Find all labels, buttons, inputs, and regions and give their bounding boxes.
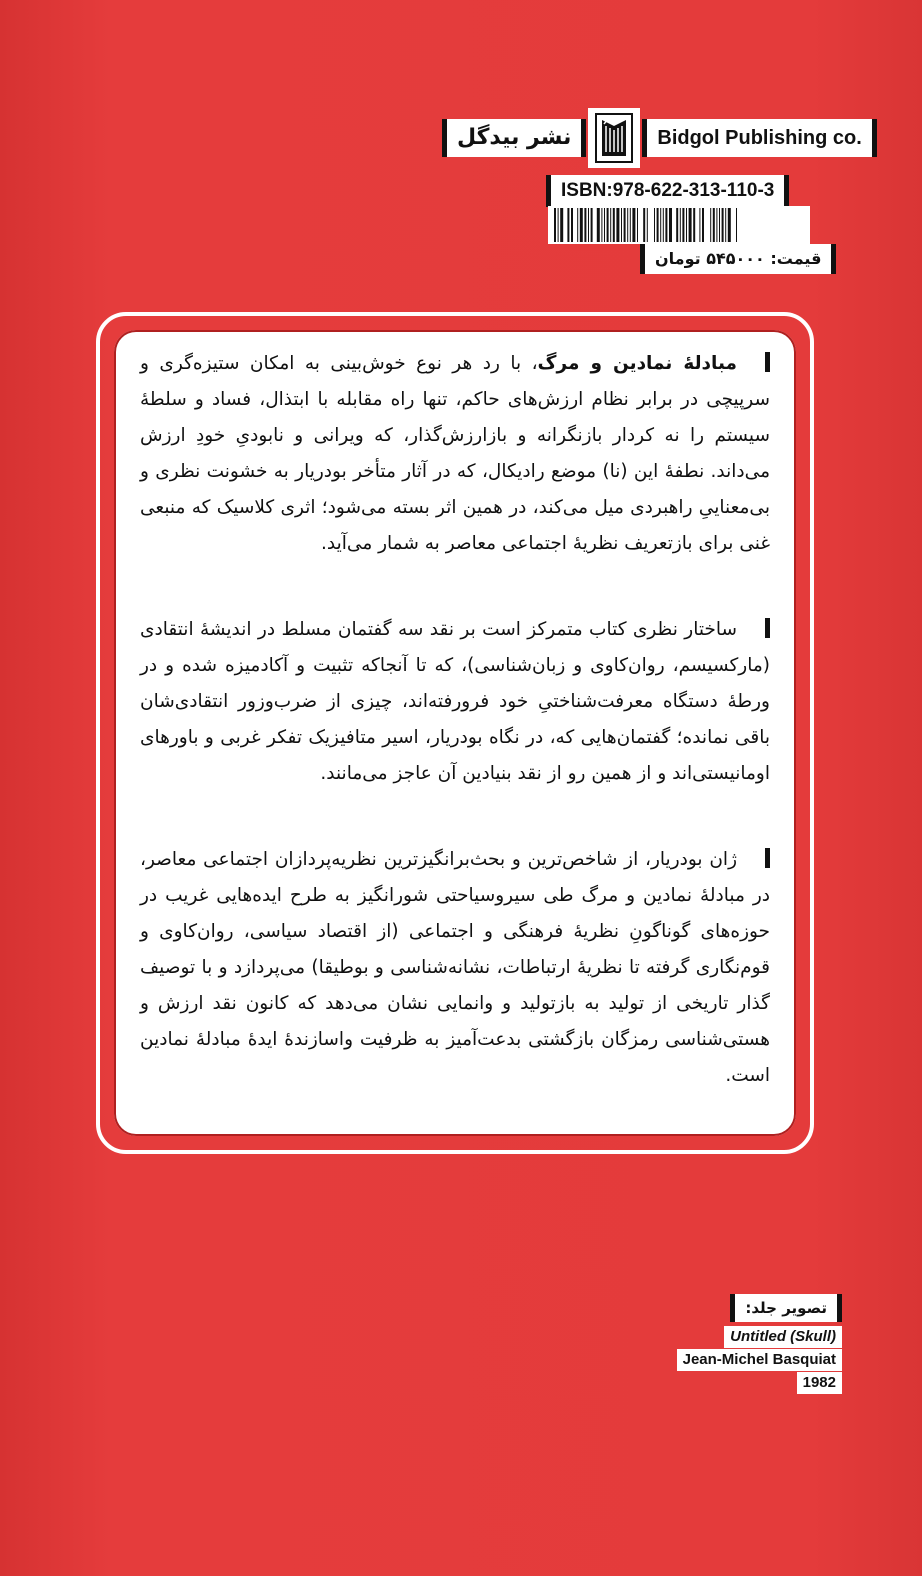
- description-body: [114, 330, 796, 1136]
- artwork-year: 1982: [797, 1372, 842, 1394]
- publisher-logo-icon: [588, 108, 640, 168]
- isbn-label: ISBN:978-622-313-110-3: [546, 175, 789, 207]
- price-label: قیمت: ۵۴۵۰۰۰ تومان: [640, 244, 836, 274]
- paragraph-2: [140, 612, 770, 792]
- cover-credit-label: تصویر جلد:: [730, 1294, 842, 1322]
- barcode: [548, 206, 810, 244]
- paragraph-marker: [765, 352, 770, 372]
- paragraph-1: [140, 346, 770, 562]
- paragraph-marker: [765, 848, 770, 868]
- description-panel: [96, 312, 814, 1154]
- book-title-inline: مبادلهٔ نمادین و مرگ: [537, 353, 737, 374]
- publisher-row: [442, 108, 877, 168]
- cover-credit: [642, 1326, 842, 1395]
- paragraph-3: [140, 842, 770, 1094]
- publisher-name-en: Bidgol Publishing co.: [642, 119, 876, 157]
- paragraph-text: ، با رد هر نوع خوش‌بینی به امکان ستیزه‌گری و سرپیچی در برابر نظام ارزش‌های حاکم، تنها راه مقابله با ابتذال، فساد و سلطهٔ سیستم را نه کردار بازنگرانه و بازارزش‌گذار، که ویرانی و نابودیِ خودِ ارزش می‌داند. نطفهٔ این (نا) موضع رادیکال، که در آثار متأخر بودریار به خشونت نظری و بی‌معناییِ راهبردی میل می‌کند، در همین اثر بسته می‌شود؛ اثری کلاسیک که منبعی غنی برای بازتعریف نظریهٔ اجتماعی معاصر به شمار می‌آید.: [140, 353, 770, 554]
- publisher-name-fa: نشر بیدگل: [442, 119, 586, 157]
- paragraph-text: ژان بودریار، از شاخص‌ترین و بحث‌برانگیزترین نظریه‌پردازان اجتماعی معاصر، در مبادلهٔ نمادین و مرگ طی سیروسیاحتی شورانگیز به طرح ایده‌هایی غریب در حوزه‌های گوناگونِ نظریهٔ فرهنگی و اجتماعی (از اقتصاد سیاسی، روان‌کاوی و قوم‌نگاری گرفته تا نظریهٔ ارتباطات، نشانه‌شناسی و بوطیقا) می‌پردازد و با توصیف گذار تاریخی از تولید به بازتولید و وانمایی نشان می‌دهد که کانون نقد ارزش و هستی‌شناسی رمزگان بازگشتی بدعت‌آمیز به ظرفیت واسازندهٔ ایدهٔ مبادلهٔ نمادین است.: [140, 849, 770, 1086]
- paragraph-text: ساختار نظری کتاب متمرکز است بر نقد سه گفتمان مسلط در اندیشهٔ انتقادی (مارکسیسم، روان‌کاوی و زبان‌شناسی)، که تا آنجاکه تثبیت و آکادمیزه شده و در ورطهٔ دستگاه معرفت‌شناختیِ خود فرورفته‌اند، چیزی از ضرب‌وزور انتقادی‌شان باقی نمانده؛ گفتمان‌هایی که، در نگاه بودریار، اسیر متافیزیک تفکر غربی و باورهای اومانیستی‌اند و از همین رو از نقد بنیادین آن عاجز می‌مانند.: [140, 619, 770, 784]
- artwork-title: Untitled (Skull): [724, 1326, 842, 1348]
- artwork-artist: Jean-Michel Basquiat: [677, 1349, 842, 1371]
- paragraph-marker: [765, 618, 770, 638]
